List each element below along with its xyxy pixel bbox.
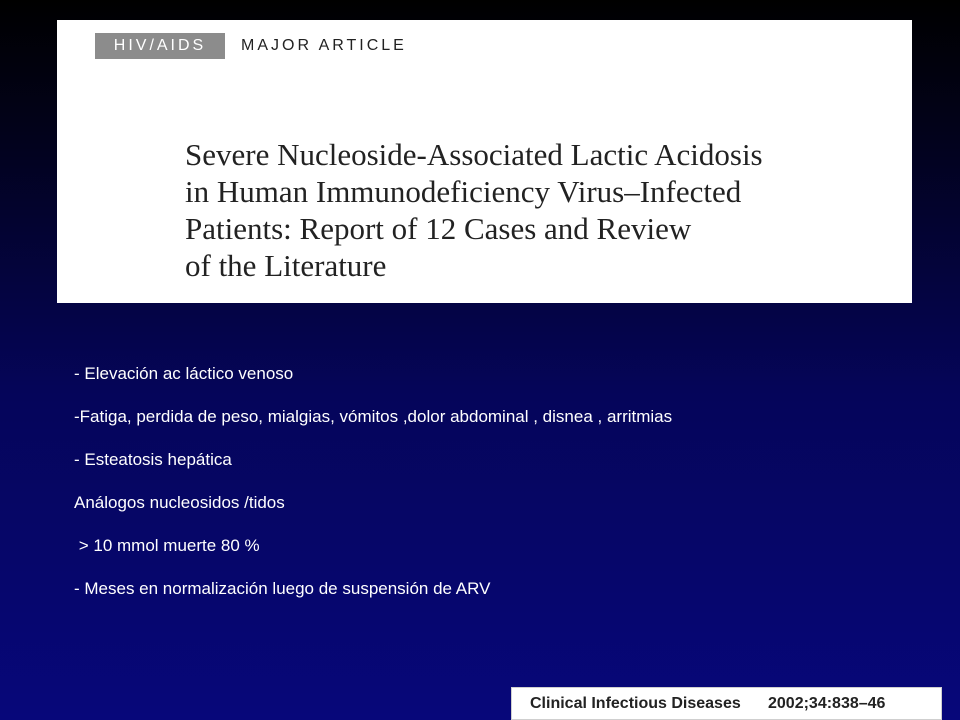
- journal-citation: [511, 687, 942, 720]
- citation-journal: Clinical Infectious Diseases: [530, 694, 741, 712]
- section-tag: HIV/AIDS: [95, 33, 225, 59]
- title-line: Severe Nucleoside-Associated Lactic Acidosis: [185, 137, 763, 172]
- note-item: -Fatiga, perdida de peso, mialgias, vómitos ,dolor abdominal , disnea , arritmias: [74, 407, 673, 426]
- title-line: of the Literature: [185, 248, 387, 283]
- article-type: MAJOR ARTICLE: [241, 37, 407, 54]
- note-item: - Elevación ac láctico venoso: [74, 364, 294, 383]
- note-item: - Esteatosis hepática: [74, 450, 232, 469]
- article-title: [185, 136, 885, 284]
- citation-reference: 2002;34:838–46: [768, 694, 886, 712]
- note-item: > 10 mmol muerte 80 %: [74, 536, 260, 555]
- title-line: in Human Immunodeficiency Virus–Infected: [185, 174, 742, 209]
- article-header-image: [57, 20, 912, 303]
- title-line: Patients: Report of 12 Cases and Review: [185, 211, 692, 246]
- note-item: Análogos nucleosidos /tidos: [74, 493, 285, 512]
- note-item: - Meses en normalización luego de suspensión de ARV: [74, 579, 491, 598]
- slide-notes-list: [74, 360, 672, 618]
